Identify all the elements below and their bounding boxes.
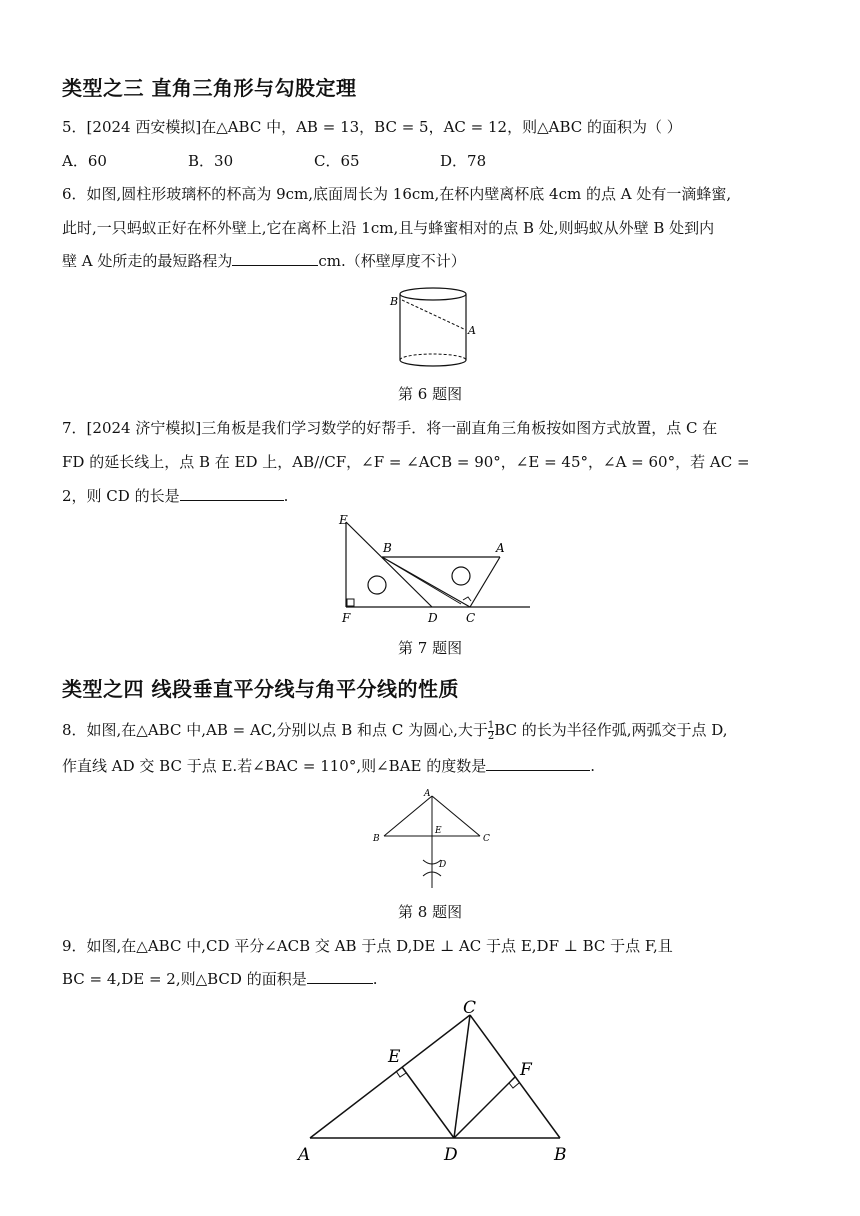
question-7-line-1: 7．[2024 济宁模拟]三角板是我们学习数学的好帮手．将一副直角三角板按如图方式放置，点 C 在 (62, 419, 718, 437)
q8-line1-suffix: BC 的长为半径作弧,两弧交于点 D, (494, 721, 728, 739)
fig8-label-d: D (439, 860, 447, 870)
fig7-label-b: B (383, 541, 392, 555)
fig7-label-d: D (428, 611, 438, 625)
q8-line1-prefix: 8．如图,在△ABC 中,AB = AC,分别以点 B 和点 C 为圆心,大于 (62, 721, 488, 739)
figure-6-caption: 第 6 题图 (398, 385, 463, 403)
fig9-label-a: A (298, 1145, 311, 1165)
fig8-label-a: A (424, 789, 431, 799)
figure-6-cylinder (385, 282, 485, 372)
q5-choice-c: C．65 (314, 152, 360, 170)
q8-fraction-denominator: 2 (487, 730, 495, 742)
q6-line3-suffix: cm.（杯壁厚度不计） (318, 252, 466, 270)
q5-choice-d: D．78 (440, 152, 487, 170)
question-9-line-1: 9．如图,在△ABC 中,CD 平分∠ACB 交 AB 于点 D,DE ⊥ AC 于点 E,DF ⊥ BC 于点 F,且 (62, 937, 673, 955)
figure-9-angle-bisector (290, 995, 580, 1170)
fig8-label-c: C (483, 834, 490, 844)
fig9-label-b: B (554, 1145, 567, 1165)
fig7-label-c: C (466, 611, 476, 625)
question-7-line-2: FD 的延长线上，点 B 在 ED 上，AB//CF，∠F = ∠ACB = 90°，∠E = 45°，∠A = 60°，若 AC = (62, 453, 750, 471)
question-6-line-1: 6．如图,圆柱形玻璃杯的杯高为 9cm,底面周长为 16cm,在杯内壁离杯底 4cm 的点 A 处有一滴蜂蜜, (62, 185, 732, 203)
q8-line2-suffix: . (590, 757, 596, 775)
q8-fraction-numerator: 1 (487, 719, 495, 731)
fig9-label-d: D (444, 1145, 458, 1165)
figure-8-bisector (368, 788, 498, 890)
q5-choice-a: A．60 (62, 152, 107, 170)
fig9-label-f: F (520, 1060, 532, 1080)
question-8-line-1 (62, 718, 728, 742)
q6-answer-blank[interactable] (232, 251, 318, 266)
question-5-text: 5．[2024 西安模拟]在△ABC 中，AB = 13，BC = 5，AC = 12，则△ABC 的面积为（ ） (62, 118, 682, 136)
fig9-label-e: E (388, 1047, 401, 1067)
q7-line3-prefix: 2，则 CD 的长是 (62, 487, 180, 505)
q8-line2-prefix: 作直线 AD 交 BC 于点 E.若∠BAC = 110°,则∠BAE 的度数是 (62, 757, 487, 775)
q9-answer-blank[interactable] (307, 969, 373, 984)
section-title-type4: 类型之四 线段垂直平分线与角平分线的性质 (62, 677, 459, 701)
question-9-line-2 (62, 969, 377, 989)
q5-choice-b: B．30 (188, 152, 234, 170)
figure-7-caption: 第 7 题图 (398, 639, 463, 657)
figure-7-triangles (330, 512, 540, 632)
question-7-line-3 (62, 486, 288, 506)
q9-line2-prefix: BC = 4,DE = 2,则△BCD 的面积是 (62, 970, 307, 988)
fig8-label-b: B (373, 834, 380, 844)
fig7-label-e: E (339, 513, 348, 527)
question-8-line-2 (62, 756, 595, 776)
q7-line3-suffix: . (283, 487, 289, 505)
q7-answer-blank[interactable] (180, 486, 284, 501)
fig7-label-a: A (496, 541, 505, 555)
section-title-type3: 类型之三 直角三角形与勾股定理 (62, 76, 357, 100)
fig7-label-f: F (342, 611, 351, 625)
q6-line3-prefix: 壁 A 处所走的最短路程为 (62, 252, 233, 270)
figure-8-caption: 第 8 题图 (398, 903, 463, 921)
question-6-line-3 (62, 251, 466, 271)
fig6-label-a: A (468, 324, 476, 337)
q8-answer-blank[interactable] (486, 756, 590, 771)
fig6-label-b: B (390, 295, 399, 308)
q9-line2-suffix: . (372, 970, 378, 988)
fig8-label-e: E (435, 826, 442, 836)
fig9-label-c: C (463, 998, 477, 1018)
question-6-line-2: 此时,一只蚂蚁正好在杯外壁上,它在离杯上沿 1cm,且与蜂蜜相对的点 B 处,则蚂蚁从外壁 B 处到内 (62, 219, 715, 237)
